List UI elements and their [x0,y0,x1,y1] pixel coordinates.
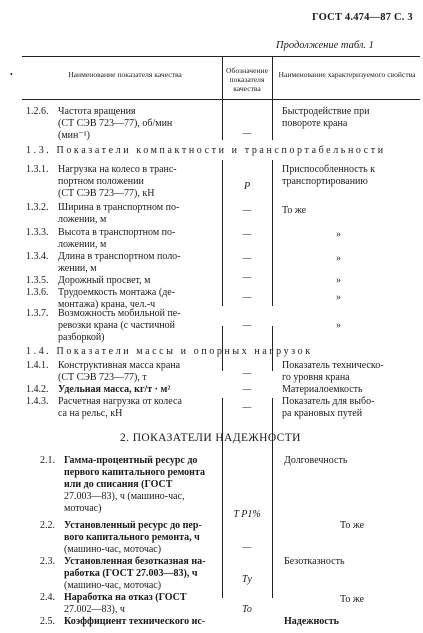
row-name: (машино-час, моточас) [64,544,162,555]
row-name: (машино-час, моточас) [64,580,162,591]
table-top-rule [22,56,420,57]
row-property: » [336,253,341,264]
row-name: разборкой) [58,332,105,343]
col-sep-1a [222,57,223,140]
row-property: » [336,292,341,303]
row-name: Возможность мобильной пе- [58,308,181,319]
row-property: Показатель техническо- [282,360,384,371]
row-symbol: — [242,272,252,283]
row-name: или до списания (ГОСТ [64,479,173,490]
row-property: То же [340,594,365,605]
col-sep-2a [272,57,273,140]
row-name: Частота вращения [58,106,136,117]
row-name: (СТ СЭВ 723—77), об/мин [58,118,173,129]
table-continuation: Продолжение табл. 1 [276,40,374,51]
row-name: моточас) [64,503,102,514]
row-property: Долговечность [284,455,348,466]
row-num: 2.4. [40,592,55,603]
row-property: Материалоемкость [282,384,363,395]
row-name: Расчетная нагрузка от колеса [58,396,182,407]
row-num: 1.3.6. [26,287,49,298]
row-name: Наработка на отказ (ГОСТ [64,592,187,603]
row-name: Длина в транспортном поло- [58,251,181,262]
section-heading: 2. ПОКАЗАТЕЛИ НАДЕЖНОСТИ [120,432,301,444]
col-sep-1d [222,398,223,598]
row-num: 1.4.2. [26,384,49,395]
row-num: 1.3.1. [26,164,49,175]
row-name: Установленная безотказная на- [64,556,206,567]
row-property: То же [282,205,307,216]
row-name: ложении, м [58,239,107,250]
row-symbol: Tу [242,574,252,585]
row-num: 1.4.1. [26,360,49,371]
row-num: 1.3.2. [26,202,49,213]
margin-dot: • [10,70,13,79]
row-symbol: — [242,205,252,216]
row-property: » [336,275,341,286]
col-sep-2b [272,160,273,306]
row-property: транспортированию [282,176,368,187]
row-symbol: To [242,604,252,615]
col-sep-1b [222,160,223,306]
row-name: 27.002—83), ч [64,604,125,615]
row-name: 27.003—83), ч (машино-час, [64,491,185,502]
row-name: ложении, м [58,214,107,225]
row-name: Коэффициент технического ис- [64,616,206,627]
row-name: Конструктивная масса крана [58,360,181,371]
row-name: (СТ СЭВ 723—77), кН [58,188,155,199]
row-property: Безотказность [284,556,345,567]
row-num: 2.2. [40,520,55,531]
row-num: 1.4.3. [26,396,49,407]
row-property: » [336,229,341,240]
row-name: монтажа) крана, чел.-ч [58,299,156,310]
row-name: первого капитального ремонта [64,467,205,478]
row-name: Установленный ресурс до пер- [64,520,202,531]
row-name: Гамма-процентный ресурс до [64,455,198,466]
row-name: са на рельс, кН [58,408,123,419]
row-symbol: — [242,384,252,395]
row-num: 1.3.4. [26,251,49,262]
row-symbol: — [242,320,252,331]
col-header-name: Наименование показателя качества [68,70,182,79]
row-symbol: — [242,253,252,264]
row-num: 1.3.7. [26,308,49,319]
row-symbol: — [242,402,252,413]
section-heading: 1.3. Показатели компактности и транспортабельности [26,145,386,156]
row-name: Ширина в транспортном по- [58,202,180,213]
row-property: ра крановых путей [282,408,363,419]
row-property: Надежность [284,616,339,627]
row-symbol: — [242,542,252,553]
row-name: Удельная масса, кг/т · м² [58,384,171,395]
page-header: ГОСТ 4.474—87 С. 3 [312,12,413,23]
row-symbol: T P1% [233,509,261,520]
row-property: Приспособленность к [282,164,375,175]
row-property: го уровня крана [282,372,350,383]
row-symbol: P [243,181,251,192]
row-property: То же [340,520,365,531]
row-name: Высота в транспортном по- [58,227,176,238]
row-name: вого капитального ремонта, ч [64,532,200,543]
row-symbol: — [242,292,252,303]
col-sep-2d [272,398,273,598]
section-heading: 1.4. Показатели массы и опорных нагрузок [26,346,313,357]
row-name: портном положении [58,176,144,187]
row-symbol: — [242,128,252,139]
row-num: 1.3.3. [26,227,49,238]
row-name: Нагрузка на колесо в транс- [58,164,177,175]
row-property: » [336,320,341,331]
row-name: Трудоемкость монтажа (де- [58,287,176,298]
row-num: 2.3. [40,556,55,567]
row-num: 2.5. [40,616,55,627]
row-property: Показатель для выбо- [282,396,375,407]
table-header-rule [22,99,420,100]
row-num: 2.1. [40,455,55,466]
row-property: Быстродействие при [282,106,370,117]
row-name: Дорожный просвет, м [58,275,151,286]
row-name: (СТ СЭВ 723—77), т [58,372,147,383]
row-name: работка (ГОСТ 27.003—83), ч [64,568,198,579]
row-num: 1.2.6. [26,106,49,117]
row-name: (мин⁻¹) [58,130,90,141]
row-num: 1.3.5. [26,275,49,286]
row-symbol: — [242,368,252,379]
row-symbol: — [242,229,252,240]
row-property: повороте крана [282,118,348,129]
col-header-symbol: Обозначение показателя качества [226,66,268,93]
row-name: ревозки крана (с частичной [58,320,175,331]
row-name: жении, м [58,263,97,274]
col-header-property: Наименование характеризуемого свойства [278,70,416,79]
